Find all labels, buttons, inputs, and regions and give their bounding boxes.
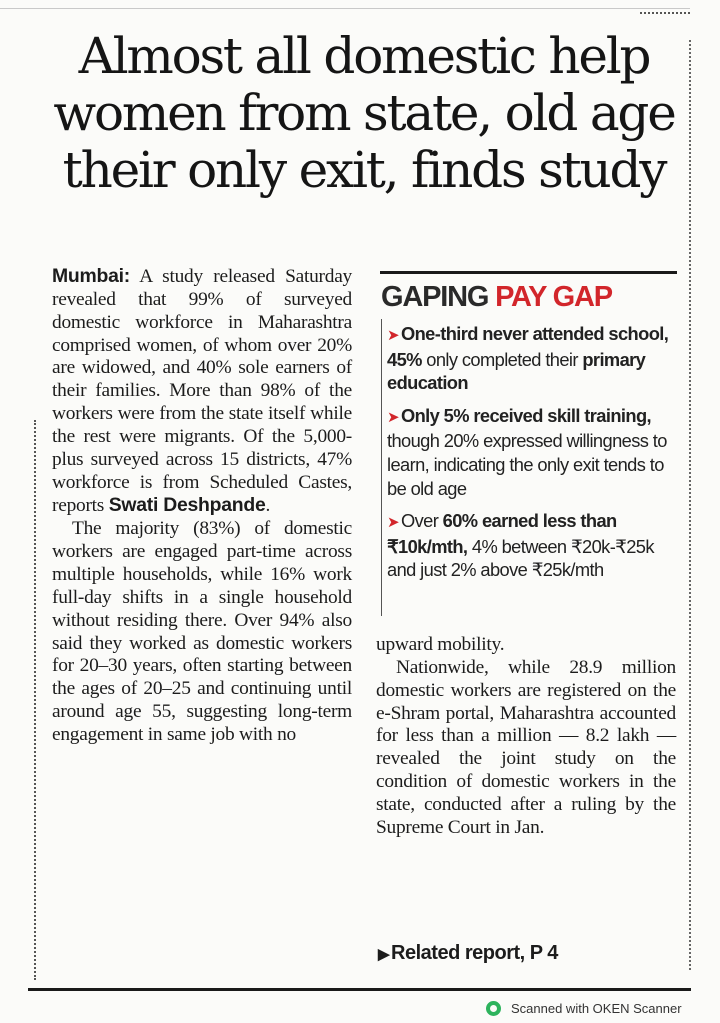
scanner-watermark-text: Scanned with OKEN Scanner — [511, 1001, 682, 1016]
scan-edge-line — [0, 8, 690, 9]
headline — [44, 28, 684, 199]
factbox-item-skills: ➤ Only 5% received skill training, though 20% expressed willingness to learn, indicating the only exit tends to be old age — [387, 404, 667, 499]
factbox-title-part1: GAPING — [381, 281, 489, 313]
dotted-cut-line-left — [34, 420, 36, 980]
article-column-left — [52, 265, 352, 747]
factbox-item-education: ➤ One-third never attended school, 45% only completed their primary education — [387, 323, 669, 394]
factbox-top-rule — [380, 271, 677, 274]
scanner-watermark — [486, 1001, 682, 1016]
dotted-cut-line-right — [689, 40, 691, 970]
headline-line-2: women from state, old age — [53, 84, 675, 142]
related-report-link: ▶ Related report, P 4 — [378, 942, 558, 964]
oken-scanner-logo-icon — [486, 1001, 501, 1016]
headline-line-1: Almost all domestic help — [78, 27, 650, 85]
arrow-right-icon: ▶ — [378, 946, 390, 963]
headline-line-3: their only exit, finds study — [62, 141, 666, 199]
factbox-list — [387, 322, 673, 591]
lead-paragraph — [52, 265, 352, 518]
article-column-right — [376, 634, 676, 840]
lead-text: A study released Saturday revealed that 99% of surveyed domestic workforce in Maharashtra comprised women, of whom over 20% are widowed, and 40% sole earners of their families. More than 98% of the workers were from the state itself while the rest were migrants. Of the 5,000-plus surveyed across 15 districts, 47% workforce is from Scheduled Castes, reports — [52, 266, 352, 517]
lead-end: . — [265, 495, 271, 517]
dateline: Mumbai: — [52, 265, 130, 287]
factbox-item-earnings: ➤ Over 60% earned less than ₹10k/mth, 4% between ₹20k-₹25k and just 2% above ₹25k/mth — [387, 510, 654, 581]
factbox-title-highlight: PAY GAP — [495, 281, 612, 313]
dotted-cut-line-top — [640, 12, 690, 14]
reporter-name: Swati Deshpande — [108, 494, 266, 517]
red-arrow-icon: ➤ — [387, 514, 399, 532]
red-arrow-icon: ➤ — [387, 327, 399, 344]
body-paragraph-continued: upward mobility. — [376, 634, 505, 655]
factbox-title — [381, 280, 612, 314]
bottom-rule — [28, 988, 691, 991]
body-paragraph-3: Nationwide, while 28.9 million domestic workers are registered on the e-Shram portal, Maharashtra accounted for less than a million — 8.2 lakh — revealed the joint study on the condition of domestic workers in the state, conducted after a ruling by the Supreme Court in Jan. — [376, 656, 676, 838]
red-arrow-icon: ➤ — [387, 408, 399, 426]
body-paragraph-2: The majority (83%) of domestic workers are engaged part-time across multiple households, while 16% work full-day shifts in a single household without residing there. Over 94% also said they worked as domestic workers for 20–30 years, often starting between the ages of 20–25 and continuing until around age 55, suggesting long-term engagement in same job with no — [52, 518, 352, 745]
